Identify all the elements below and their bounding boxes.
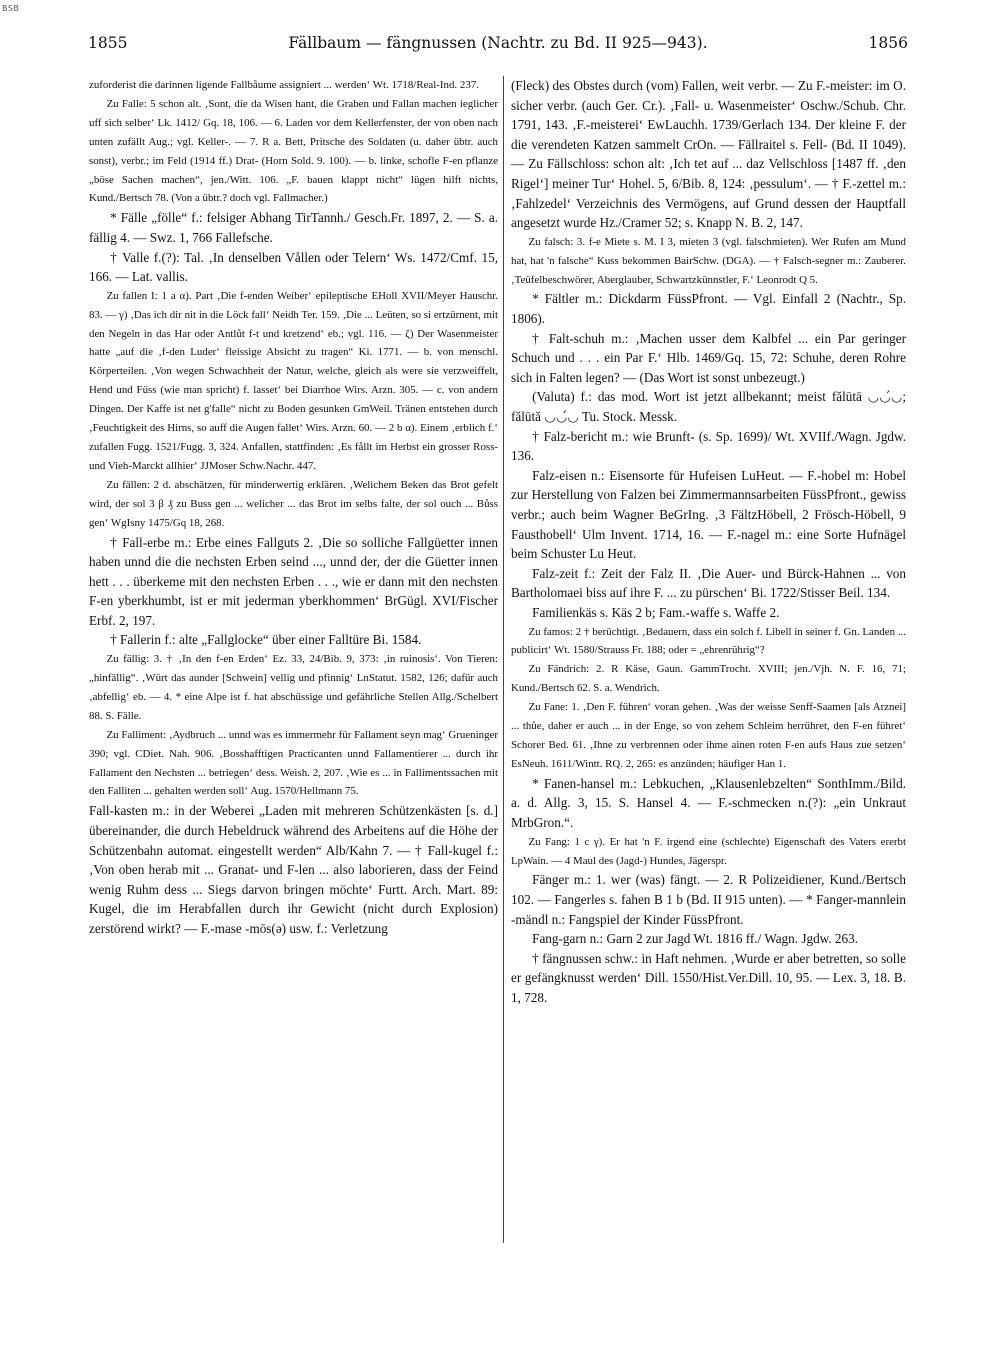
dictionary-entry: † Fallerin f.: alte „Fallglocke“ über einer Falltüre Bi. 1584. (110, 632, 422, 648)
dictionary-entry: Zu famos: 2 † berüchtigt. ‚Bedauern, dass ein solch f. Libell in seiner f. Gn. Landen ... publicirt‘ Wt. 1580/Strauss Fr. 188; oder = „ehrenrührig“? (511, 625, 906, 657)
dictionary-entry: † Valle f.(?): Tal. ‚In denselben Vållen oder Telern‘ Ws. 1472/Cmf. 15, 166. — Lat. vallis. (89, 249, 498, 285)
dictionary-entry: Zu Fändrich: 2. R Käse, Gaun. GammTrocht. XVIII; jen./Vjh. N. F. 16, 71; Kund./Bertsch 62. S. a. Wendrich. (511, 663, 906, 695)
left-column (89, 76, 498, 938)
dictionary-entry: (Valuta) f.: das mod. Wort ist jetzt allbekannt; meist fălūtā ◡◡́◡; fălūtă ◡◡́◡ Tu. Stock. Messk. (511, 389, 906, 425)
dictionary-entry: Fall-kasten m.: in der Weberei „Laden mit mehreren Schützenkästen [s. d.] übereinander, die durch Hebeldruck während des Arbeitens auf die Höhe der Schützenbahn automat. eingestellt werden“ Alb/Kahn 7. — † Fall-kugel f.: ‚Von oben herab mit ... Granat- und F-len ... also laborieren, dass der Feind wenig Ruhm dess ... Siegs darvon bringen möchte‘ Furtt. Arch. Mart. 89: Kugel, die im Herabfallen durch ihr Gewicht (nicht durch Explosion) zerstörend wirkt? — F.-mase -mōs(ə) usw. f.: Verletzung (89, 803, 498, 936)
dictionary-entry: * Fälle „fölle“ f.: felsiger Abhang TirTannh./ Gesch.Fr. 1897, 2. — S. a. fällig 4. — Swz. 1, 766 Fallefsche. (89, 210, 498, 245)
dictionary-entry: (Fleck) des Obstes durch (vom) Fallen, weit verbr. — Zu F.-meister: im O. sicher verbr. (auch Ger. Cr.). ‚Fall- u. Wasenmeister‘ Oschw./Schub. Chr. 1791, 143. ‚F.-meisterei‘ EwLauchh. 1739/Gerlach 134. Der kleine F. der die verendeten Katzen sammelt CrOn. — Fällraitel s. Fell- (Bd. II 1049). — Zu Fällschloss: schon alt: ‚Ich tet auf ... daz Vellschloss [1487 ff. ‚den Rigel‘] meiner Tur‘ Hohel. 5, 6/Bib. 8, 124: ‚pessulum‘. — † F.-zettel m.: ‚Fahlzedel‘ Verzeichnis des Vermögens, auf Grund dessen der Hauptfall angesetzt wurde Hz./Cramer 52; s. Knapp N. B. 2, 147. (511, 78, 906, 231)
header-title: Fällbaum — fängnussen (Nachtr. zu Bd. II 925—943). (288, 34, 708, 52)
dictionary-entry: † Falt-schuh m.: ‚Machen usser dem Kalbfel ... ein Par geringer Schuch und . . . ein Par F.‘ Hlb. 1469/Gq. 15, 72: Schuhe, deren Rohre sich in Falten legen? — (Das Wort ist sonst unbezeugt.) (511, 330, 906, 385)
dictionary-entry: Familienkäs s. Käs 2 b; Fam.-waffe s. Waffe 2. (532, 604, 780, 620)
dictionary-entry: Zu Falliment: ‚Aydbruch ... unnd was es immermehr für Fallament seyn mag‘ Grueninger 390; vgl. CDiet. Nah. 906. ‚Bosshafftigen Practicanten unnd Fallamentierer ... durch ihr Fallament den Nechsten ... betriegen‘ dess. Weish. 2, 207. ‚Wie es ... in Fallimentssachen mit den Falliten ... gehalten werden soll‘ Aug. 1570/Hellmann 75. (89, 728, 498, 798)
dictionary-entry: Zu Falle: 5 schon alt. ‚Sont, die da Wisen hant, die Graben und Fallan machen ieglicher uff sich selber‘ Lk. 1412/ Gq. 18, 106. — 6. Laden vor dem Kellerfenster, der von oben nach unten zufällt Aug.; vgl. Keller-. — 7. R a. Bett, Pritsche des Soldaten (u. daher übtr. auch sonst), verbr.; im Feld (1914 ff.) Drat- (Horn Sold. 9. 100). — b. linke, schofle F-en pflanze „böse Sachen machen“, jen./Witt. 106. „F. bauen klappt nicht“ lügen hilft nichts, Kund./Bertsch 78. (Von a übtr.? doch vgl. Fallmacher.) (89, 97, 498, 205)
dictionary-entry: Fänger m.: 1. wer (was) fängt. — 2. R Polizeidiener, Kund./Bertsch 102. — Fangerles s. fahen B 1 b (Bd. II 915 unten). — * Fanger-mannlein -mändl n.: Fangspiel der Kinder FüssPfront. (511, 872, 906, 927)
dictionary-entry: Falz-eisen n.: Eisensorte für Hufeisen LuHeut. — F.-hobel m: Hobel zur Herstellung von Falzen bei Zimmermannsarbeiten FüssPfront., gewiss verbr.; auch beim Wagner BeGrIng. ‚3 FältzHöbell, 2 Frösch-Höbell, 9 Fausthobell‘ Ulm Invent. 1714, 16. — F.-nagel m.: eine Sorte Hufnägel beim Schuster Lu Heut. (511, 467, 906, 562)
dictionary-entry: Fang-garn n.: Garn 2 zur Jagd Wt. 1816 ff./ Wagn. Jgdw. 263. (532, 931, 858, 947)
dictionary-entry: Zu falsch: 3. f-e Miete s. M. I 3, mieten 3 (vgl. falschmieten). Wer Rufen am Mund hat, hat 'n falsche“ Kuss bekommen BairSchw. (DGA). — † Falsch-segner m.: Zauberer. ‚Teüfelbeschwörer, Aberglauber, Schwartzkünnstler, F.‘ Leonrodt Q 5. (511, 235, 906, 286)
right-column (511, 76, 906, 1008)
dictionary-entry: * Fältler m.: Dickdarm FüssPfront. — Vgl. Einfall 2 (Nachtr., Sp. 1806). (511, 291, 906, 327)
dictionary-entry: Zu Fang: 1 c γ). Er hat 'n F. irgend eine (schlechte) Eigenschaft des Vaters ererbt LpWain. — 4 Maul des (Jagd-) Hundes, Jägerspr. (511, 835, 906, 867)
dictionary-entry: zuforderist die darinnen ligende Fallbåume assigniert ... werden‘ Wt. 1718/Real-Ind. 237. (89, 79, 479, 91)
dictionary-entry: Zu fällen: 2 d. abschätzen, für minderwertig erklären. ‚Welichem Beken das Brot gefelt wird, der sol 3 β ₰ zu Buss gen ... welicher ... das Brot im selbs falte, der sol ouch ... Bůss gen‘ WgIsny 1475/Gq 18, 268. (89, 478, 498, 529)
dictionary-entry: * Fanen-hansel m.: Lebkuchen, „Klausenlebzelten“ SonthImm./Bild. a. d. Allg. 3, 15. S. Hansel 4. — F.-schmecken n.(?): „ein Unkraut MrbGron.“. (511, 775, 906, 830)
dictionary-entry: † Fall-erbe m.: Erbe eines Fallguts 2. ‚Die so solliche Fallgüetter innen haben unnd die die nechsten Erben seind ..., unnd der, der die Güetter innen hett . . . überkeme mit den nechsten Erben . . ., wie er dann mit den nechsten F-en yberkhumbt, ist er mit jederman yberkhommen‘ BrGügl. XVI/Fischer Erbf. 2, 197. (89, 534, 498, 628)
dictionary-entry: Zu fallen I: 1 a α). Part ‚Die f-enden Weiber‘ epileptische EHoll XVII/Meyer Hauschr. 83. — γ) ‚Das ich dir nit in die Löck fall‘ Neidh Ter. 159. ‚Die ... Leüten, so si ertzürnent, mit den Negeln in das Har oder Antlůt f-t und kretzend‘ eb.; vgl. 116. — ζ) Der Wasenmeister hatte „auf die ‚f-den Luder‘ fleissige Absicht zu tragen“ Ki. 1771. — b. von menschl. Körperteilen. ‚Von wegen Schwachheit der Natur, welche, gleich als were sie verzweiffelt, Hend und Füss (wie man spricht) f. lasset‘ bei Diarrhoe Wirs. Arzn. 305. — c. von andern Dingen. Der Kaffe ist net g'falle“ nicht zu Boden gesunken GmWeil. Tränen entstehen durch ‚Feuchtigkeit des Hirns, so auff die Augen fallet‘ Wirs. Arzn. 60. — 2 b α). Einem ‚erblich f.‘ zufallen Fugg. 1521/Fugg. 3, 324. Anfallen, stattfinden: ‚Es fållt im Herbst ein grosser Ross- und Vieh-Marckt allhier‘ JJMoser Schw.Nachr. 447. (89, 289, 498, 472)
watermark: BSB (2, 4, 20, 13)
page-number-right: 1856 (868, 34, 908, 52)
dictionary-entry: Falz-zeit f.: Zeit der Falz II. ‚Die Auer- und Bürck-Hahnen ... von Bartholomaei biss auf ihre F. ... zu pürschen‘ Bi. 1722/Stisser Beil. 134. (511, 565, 906, 601)
dictionary-entry: Zu Fane: 1. ‚Den F. führen‘ voran gehen. ‚Was der weisse Senff-Saamen [als Arznei] ... thůe, daher er auch ... in der Enge, so von zehem Schleim herrühret, den F-en führet‘ Schorer Bed. 61. ‚Ihne zu verbrennen oder ihme ainen roten F-en aufs Haus zue setzen‘ EsNeuh. 1611/Wintt. RQ. 2, 265: es anzünden; häufiger Han 1. (511, 701, 906, 770)
dictionary-entry: Zu fällig: 3. † ‚In den f-en Erden‘ Ez. 33, 24/Bib. 9, 373: ‚in ruinosis‘. Von Tieren: „hinfällig“. ‚Würt das aunder [Schwein] vellig und pfinnig‘ LnStatut. 1582, 126; dafür auch ‚abfellig‘ eb. — 4. * eine Alpe ist f. hat abschüssige und gefährliche Stellen Allg./Schelbert 88. S. Fälle. (89, 653, 498, 722)
dictionary-entry: † Falz-bericht m.: wie Brunft- (s. Sp. 1699)/ Wt. XVIIf./Wagn. Jgdw. 136. (511, 428, 906, 464)
dictionary-entry: † fängnussen schw.: in Haft nehmen. ‚Wurde er aber betretten, so solle er gefängknusst werden‘ Dill. 1550/Hist.Ver.Dill. 10, 95. — Lex. 3, 18. B. 1, 728. (511, 950, 906, 1005)
page-number-left: 1855 (88, 34, 128, 52)
column-divider (503, 76, 504, 1243)
running-header (88, 34, 908, 58)
